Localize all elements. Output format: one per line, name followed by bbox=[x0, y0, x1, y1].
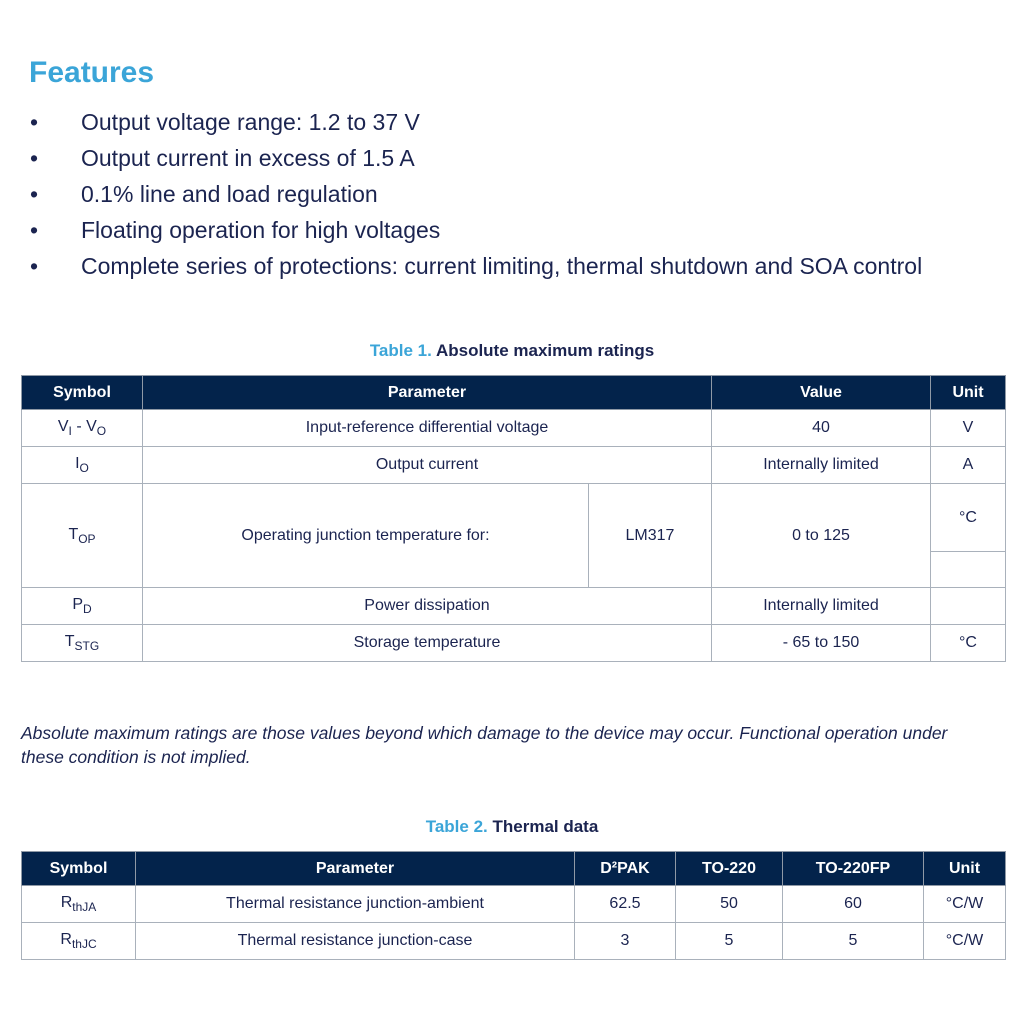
unit-cell: °C/W bbox=[924, 886, 1006, 923]
unit-cell-empty bbox=[931, 552, 1006, 588]
table1-header-value: Value bbox=[712, 376, 931, 410]
table1-caption bbox=[0, 341, 1024, 361]
symbol-main: T bbox=[68, 525, 79, 543]
symbol-cell bbox=[22, 410, 143, 447]
table2-header-symbol: Symbol bbox=[22, 852, 136, 886]
unit-cell: V bbox=[931, 410, 1006, 447]
value-cell: - 65 to 150 bbox=[712, 625, 931, 662]
table1-header-parameter: Parameter bbox=[143, 376, 712, 410]
table2-header-row bbox=[22, 852, 1006, 886]
symbol-main: P bbox=[72, 596, 83, 613]
symbol-cell bbox=[22, 625, 143, 662]
table2-header-unit: Unit bbox=[924, 852, 1006, 886]
bullet-icon: • bbox=[30, 109, 39, 135]
feature-item bbox=[30, 144, 930, 172]
symbol-main: R bbox=[60, 931, 72, 948]
symbol-subscript: O bbox=[96, 424, 107, 438]
unit-cell: A bbox=[931, 447, 1006, 484]
unit-cell: °C/W bbox=[924, 923, 1006, 960]
feature-text: Output current in excess of 1.5 A bbox=[81, 145, 415, 171]
unit-cell: °C bbox=[931, 484, 1006, 552]
symbol-main: I bbox=[75, 455, 80, 472]
value-cell: 40 bbox=[712, 410, 931, 447]
features-list bbox=[30, 108, 930, 288]
features-heading: Features bbox=[29, 56, 155, 89]
value-cell: Internally limited bbox=[712, 588, 931, 625]
to220fp-cell: 60 bbox=[783, 886, 924, 923]
table2-header-to220: TO-220 bbox=[676, 852, 783, 886]
parameter-cell: Operating junction temperature for: bbox=[143, 484, 589, 588]
table1-header-row bbox=[22, 376, 1006, 410]
table1-caption-title: Absolute maximum ratings bbox=[435, 341, 655, 360]
symbol-cell bbox=[22, 447, 143, 484]
feature-item bbox=[30, 216, 930, 244]
parameter-cell: Storage temperature bbox=[143, 625, 712, 662]
symbol-main: - V bbox=[71, 418, 97, 435]
unit-cell: °C bbox=[931, 625, 1006, 662]
table2-header-to220fp: TO-220FP bbox=[783, 852, 924, 886]
table-row bbox=[22, 625, 1006, 662]
parameter-cell: Output current bbox=[143, 447, 712, 484]
symbol-subscript: OP bbox=[78, 531, 96, 546]
symbol-main: T bbox=[64, 633, 75, 650]
device-cell: LM317 bbox=[589, 484, 712, 588]
feature-text: Complete series of protections: current limiting, thermal shutdown and SOA control bbox=[81, 253, 923, 279]
table-row bbox=[22, 410, 1006, 447]
to220-cell: 50 bbox=[676, 886, 783, 923]
symbol-cell bbox=[22, 484, 143, 588]
feature-item bbox=[30, 180, 930, 208]
ratings-note: Absolute maximum ratings are those values beyond which damage to the device may occur. Functional operation under these condition is not implied. bbox=[21, 723, 948, 767]
value-cell: 0 to 125 bbox=[712, 484, 931, 588]
table2-caption bbox=[0, 817, 1024, 837]
feature-text: 0.1% line and load regulation bbox=[81, 181, 378, 207]
table-row bbox=[22, 588, 1006, 625]
symbol-subscript: STG bbox=[74, 639, 100, 653]
parameter-cell: Thermal resistance junction-ambient bbox=[136, 886, 575, 923]
table2-header-parameter: Parameter bbox=[136, 852, 575, 886]
table2-header-d2pak: D²PAK bbox=[575, 852, 676, 886]
symbol-cell bbox=[22, 923, 136, 960]
symbol-subscript: thJC bbox=[71, 937, 97, 951]
d2pak-cell: 62.5 bbox=[575, 886, 676, 923]
to220-cell: 5 bbox=[676, 923, 783, 960]
table2-caption-title: Thermal data bbox=[492, 817, 599, 836]
parameter-cell: Power dissipation bbox=[143, 588, 712, 625]
value-cell: Internally limited bbox=[712, 447, 931, 484]
parameter-cell: Input-reference differential voltage bbox=[143, 410, 712, 447]
table-row bbox=[22, 484, 1006, 552]
thermal-data-table bbox=[21, 851, 1006, 960]
absolute-max-ratings-table bbox=[21, 375, 1006, 662]
table-row bbox=[22, 923, 1006, 960]
table-row bbox=[22, 447, 1006, 484]
parameter-cell: Thermal resistance junction-case bbox=[136, 923, 575, 960]
d2pak-cell: 3 bbox=[575, 923, 676, 960]
table-row bbox=[22, 886, 1006, 923]
feature-text: Output voltage range: 1.2 to 37 V bbox=[81, 109, 420, 135]
bullet-icon: • bbox=[30, 181, 39, 207]
table1-caption-number: Table 1. bbox=[369, 341, 432, 360]
table1-header-unit: Unit bbox=[931, 376, 1006, 410]
bullet-icon: • bbox=[30, 253, 39, 279]
symbol-subscript: O bbox=[79, 461, 89, 475]
symbol-main: V bbox=[57, 418, 69, 435]
bullet-icon: • bbox=[30, 145, 39, 171]
symbol-main: R bbox=[60, 894, 73, 911]
feature-item bbox=[30, 108, 930, 136]
symbol-cell bbox=[22, 886, 136, 923]
symbol-subscript: thJA bbox=[72, 900, 97, 914]
to220fp-cell: 5 bbox=[783, 923, 924, 960]
feature-text: Floating operation for high voltages bbox=[81, 217, 441, 243]
bullet-icon: • bbox=[30, 217, 39, 243]
table1-header-symbol: Symbol bbox=[22, 376, 143, 410]
symbol-subscript: I bbox=[68, 424, 72, 438]
symbol-cell bbox=[22, 588, 143, 625]
table2-caption-number: Table 2. bbox=[425, 817, 488, 836]
symbol-subscript: D bbox=[83, 602, 92, 616]
feature-item bbox=[30, 252, 930, 280]
unit-cell bbox=[931, 588, 1006, 625]
